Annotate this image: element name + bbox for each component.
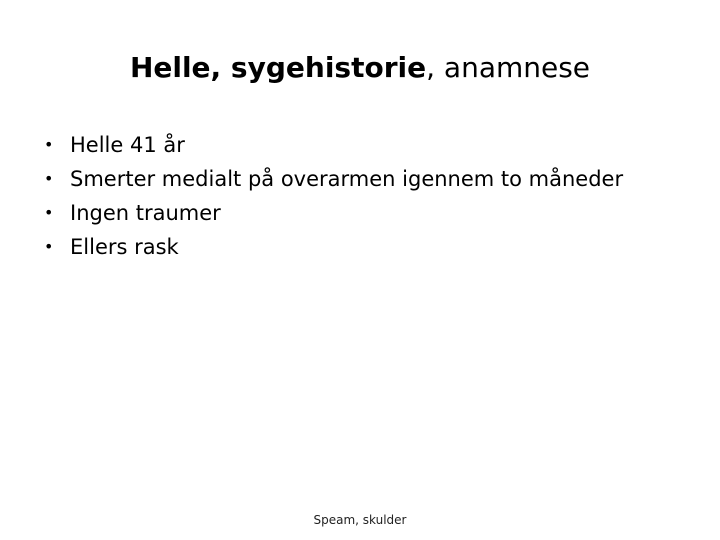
bullet-text: Ingen traumer [70, 201, 221, 225]
bullet-text: Smerter medialt på overarmen igennem to måneder [70, 167, 624, 191]
slide-title-bold: Helle, sygehistorie [129, 51, 427, 84]
bullet-icon: • [44, 135, 54, 154]
bullet-item [44, 128, 623, 162]
bullet-text: Helle 41 år [70, 133, 185, 157]
bullet-icon: • [44, 203, 54, 222]
bullet-icon: • [44, 237, 54, 256]
bullet-item [44, 230, 623, 264]
slide-footer: Speam, skulder [313, 513, 407, 527]
bullet-list [44, 128, 623, 264]
slide-title [0, 50, 720, 86]
bullet-text: Ellers rask [70, 235, 179, 259]
bullet-item [44, 162, 623, 196]
bullet-icon: • [44, 169, 54, 188]
slide-title-rest: , anamnese [426, 51, 591, 84]
bullet-item [44, 196, 623, 230]
